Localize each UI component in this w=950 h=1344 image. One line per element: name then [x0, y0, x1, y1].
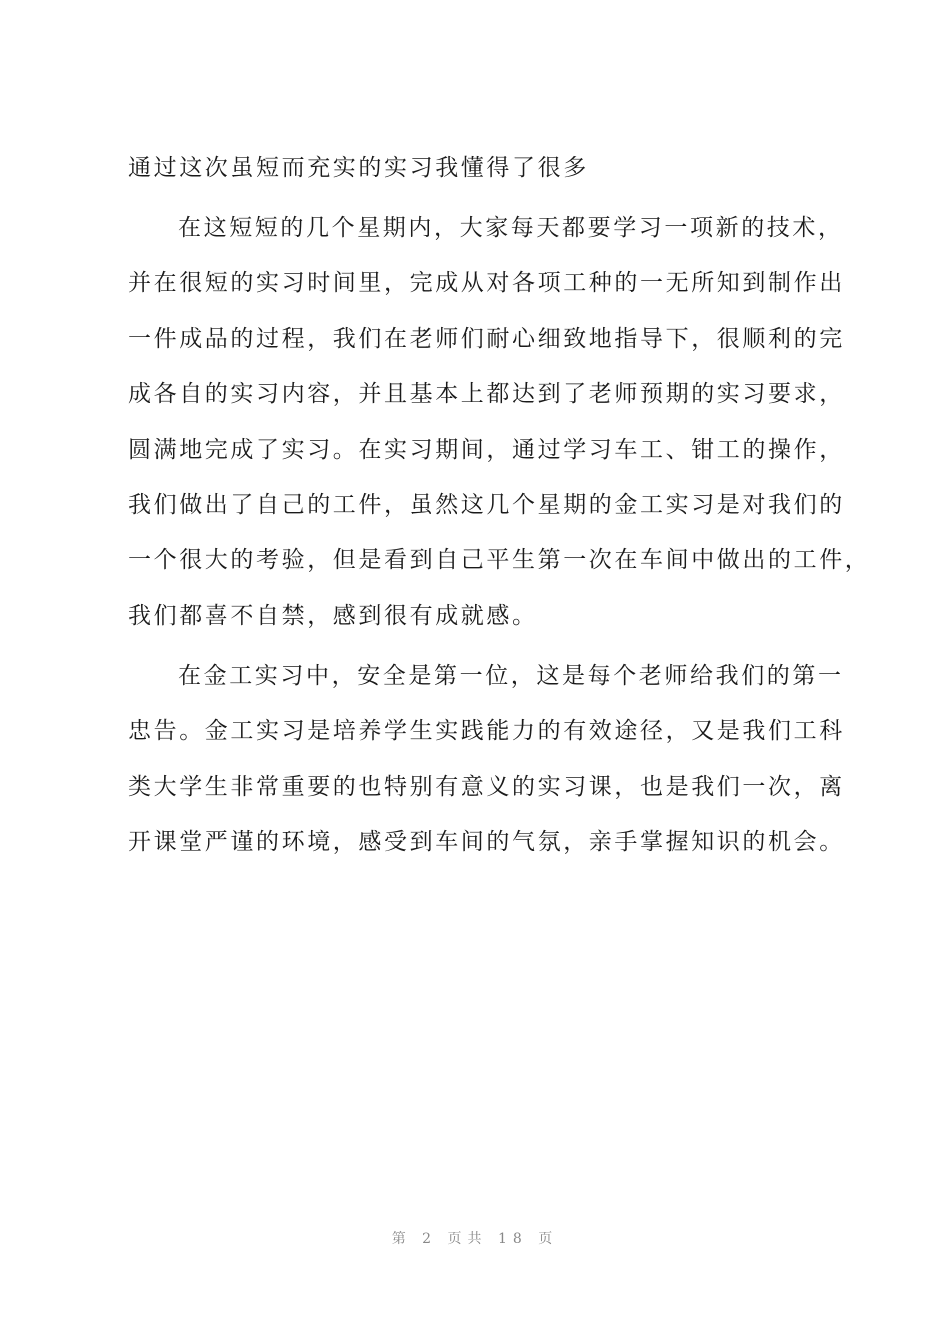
- text-line-heading: 通过这次虽短而充实的实习我懂得了很多: [128, 155, 589, 181]
- text-line-paragraph-1-start: 在这短短的几个星期内，大家每天都要学习一项新的技术，: [178, 215, 844, 241]
- text-line: 并在很短的实习时间里，完成从对各项工种的一无所知到制作出: [128, 270, 845, 297]
- text-line: 开课堂严谨的环境，感受到车间的气氛，亲手掌握知识的机会。: [128, 828, 845, 855]
- page-number-footer: 第 2 页共 18 页: [391, 1231, 559, 1247]
- body-text: [128, 146, 871, 875]
- text-line: 一个很大的考验，但是看到自己平生第一次在车间中做出的工件，: [128, 547, 871, 574]
- text-line: 一件成品的过程，我们在老师们耐心细致地指导下，很顺利的完: [128, 325, 845, 352]
- text-line: 我们做出了自己的工件，虽然这几个星期的金工实习是对我们的: [128, 491, 845, 518]
- text-line-paragraph-2-start: 在金工实习中，安全是第一位，这是每个老师给我们的第一: [178, 662, 844, 689]
- text-line: 忠告。金工实习是培养学生实践能力的有效途径，又是我们工科: [128, 718, 845, 745]
- text-line: 我们都喜不自禁，感到很有成就感。: [128, 602, 538, 629]
- text-line: 圆满地完成了实习。在实习期间，通过学习车工、钳工的操作，: [128, 436, 845, 463]
- text-line: 成各自的实习内容，并且基本上都达到了老师预期的实习要求，: [128, 381, 845, 408]
- text-line: 类大学生非常重要的也特别有意义的实习课，也是我们一次，离: [128, 773, 845, 800]
